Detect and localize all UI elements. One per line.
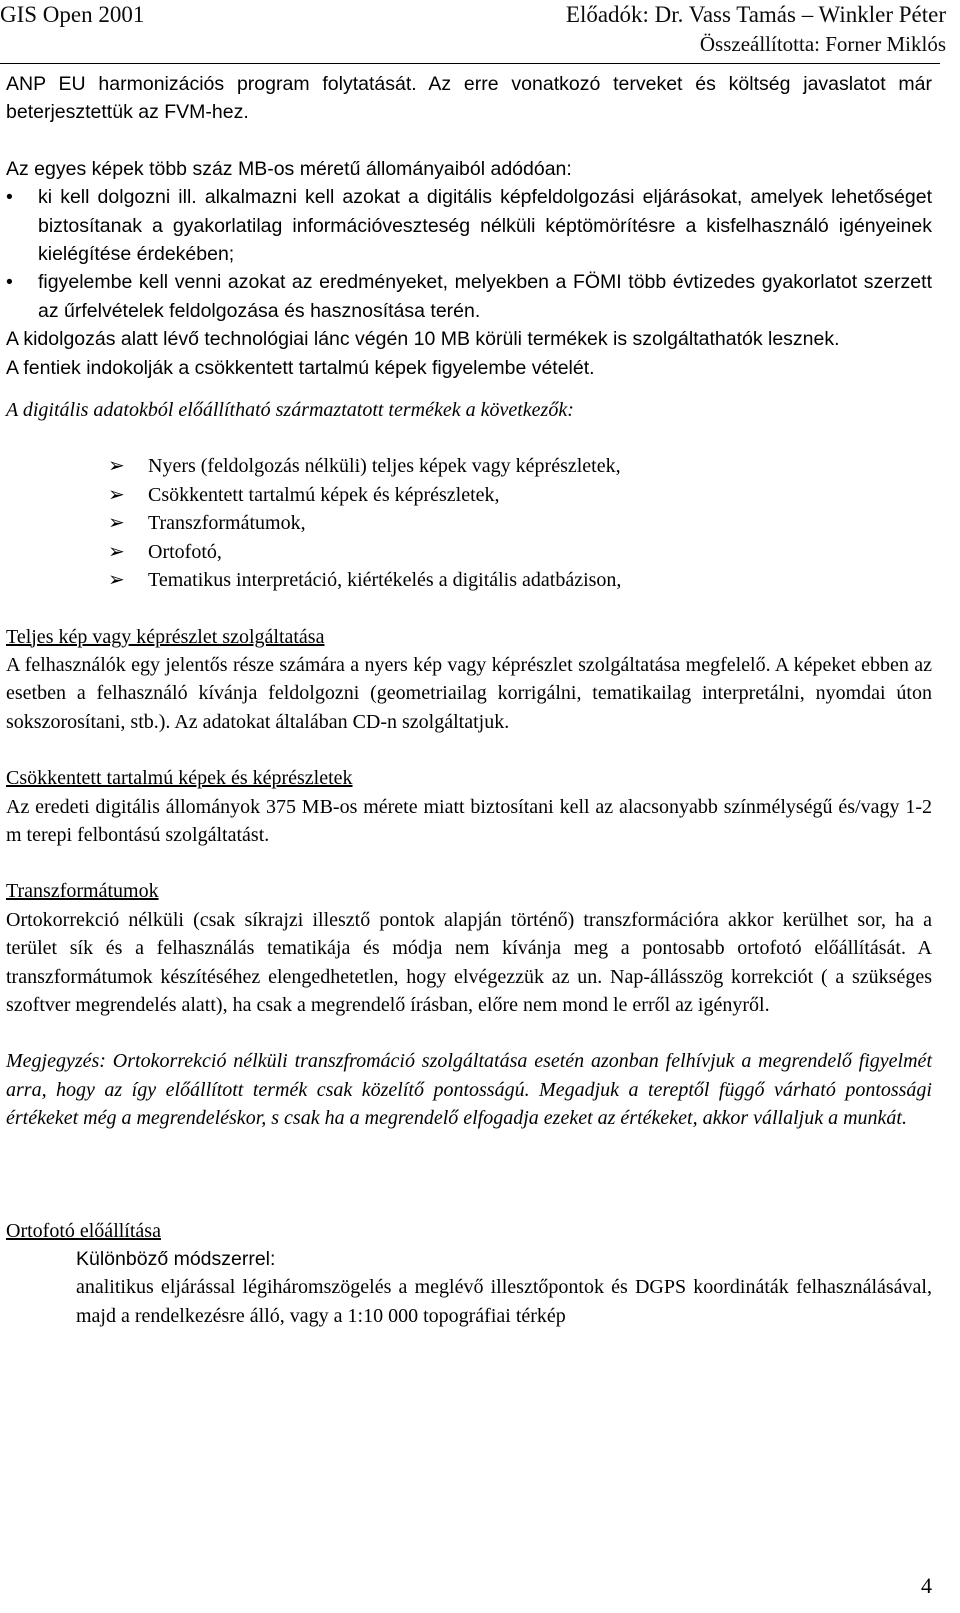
note-paragraph: Megjegyzés: Ortokorrekció nélküli transzfromáció szolgáltatása esetén azonban felhívjuk a megrendelő figyelmét arra, hogy az így előállított termék csak közelítő pontosságú. Megadjuk a tereptől függő várható pontossági értékeket még a megrendeléskor, s csak ha a megrendelő elfogadja ezeket az értékeket, akkor vállaljuk a munkát. [6,1050,932,1130]
product-label: Tematikus interpretáció, kiértékelés a digitális adatbázison, [148,569,622,592]
header-conference: GIS Open 2001 [0,2,145,27]
product-label: Transzformátumok, [148,512,306,535]
arrow-bullet-icon: ➢ [108,455,125,478]
page-content [6,70,932,1330]
product-item [108,452,932,480]
arrow-bullet-icon: ➢ [108,540,125,563]
section-title-transform: Transzformátumok [6,880,159,903]
section-title-reduced: Csökkentett tartalmú képek és képrészletek [6,767,353,790]
intro-paragraph-2: Az egyes képek több száz MB-os méretű állományaiból adódóan: [6,157,572,180]
intro-paragraph-1: ANP EU harmonizációs program folytatását. Az erre vonatkozó terveket és költség javaslatot már beterjesztettük az FVM-hez. [6,73,932,124]
arrow-bullet-icon: ➢ [108,483,125,506]
bullet-item [6,268,932,325]
ortho-line-2: analitikus eljárással légiháromszögelés a meglévő illesztőpontok és DGPS koordináták felhasználásával, majd a rendelkezésre álló, vagy a 1:10 000 topográfiai térkép [76,1276,932,1327]
product-label: Ortofotó, [148,540,222,563]
intro-paragraph-3: A kidolgozás alatt lévő technológiai lánc végén 10 MB körüli termékek is szolgáltathatók lesznek. [6,328,840,351]
arrow-bullet-icon: ➢ [108,569,125,592]
products-list [6,452,932,594]
page-number: 4 [921,1573,932,1598]
ortho-line-1: Különböző módszerrel: [76,1248,276,1270]
bullet-item [6,183,932,268]
section-body-transform: Ortokorrekció nélküli (csak síkrajzi illesztő pontok alapján történő) transzformációra akkor kerülhet sor, ha a terület sík és a felhasználás tematikája és módja nem kívánja meg a pontosabb ortofotó előállítását. A transzformátumok készítéséhez elengedhetetlen, hogy elvégezzük az un. Nap-állásszög korrekciót ( a szükséges szoftver megrendelés alatt), ha csak a megrendelő írásban, előre nem mond le erről az igényről. [6,908,932,1016]
product-item [108,566,932,594]
product-item [108,481,932,509]
section-title-ortho: Ortofotó előállítása [6,1219,161,1242]
product-label: Csökkentett tartalmú képek és képrészletek, [148,483,500,506]
bullet-icon: • [6,271,13,294]
section-body-full-image: A felhasználók egy jelentős része számára a nyers kép vagy képrészlet szolgáltatása megfelelő. A képeket ebben az esetben a felhasználó kívánja feldolgozni (geometriailag korrigálni, tematikailag interpretálni, nyomdai úton sokszorosítani, stb.). Az adatokat általában CD-n szolgáltatjuk. [6,653,932,733]
bullet-text: figyelembe kell venni azokat az eredményeket, melyekben a FÖMI több évtizedes gyakorlatot szerzett az űrfelvételek feldolgozása és hasznosítása terén. [38,271,932,322]
arrow-bullet-icon: ➢ [108,512,125,535]
bullet-text: ki kell dolgozni ill. alkalmazni kell azokat a digitális képfeldolgozási eljárásokat, amelyek lehetőséget biztosítanak a gyakorlatilag információveszteség nélküli képtömörítésre a kisfelhasználó igényeinek kielégítése érdekében; [38,186,932,266]
products-heading: A digitális adatokból előállítható származtatott termékek a következők: [6,399,574,422]
page-header [0,0,960,64]
bullet-icon: • [6,186,13,209]
header-presenters: Előadók: Dr. Vass Tamás – Winkler Péter [565,2,946,27]
product-item [108,509,932,537]
section-title-full-image: Teljes kép vagy képrészlet szolgáltatása [6,625,325,648]
product-label: Nyers (feldolgozás nélküli) teljes képek vagy képrészletek, [148,455,621,478]
product-item [108,538,932,566]
section-body-reduced: Az eredeti digitális állományok 375 MB-os mérete miatt biztosítani kell az alacsonyabb színmélységű és/vagy 1-2 m terepi felbontású szolgáltatást. [6,795,932,846]
header-compiler: Összeállította: Forner Miklós [699,32,946,56]
header-rule [0,63,940,64]
intro-paragraph-4: A fentiek indokolják a csökkentett tartalmú képek figyelembe vételét. [6,356,595,379]
